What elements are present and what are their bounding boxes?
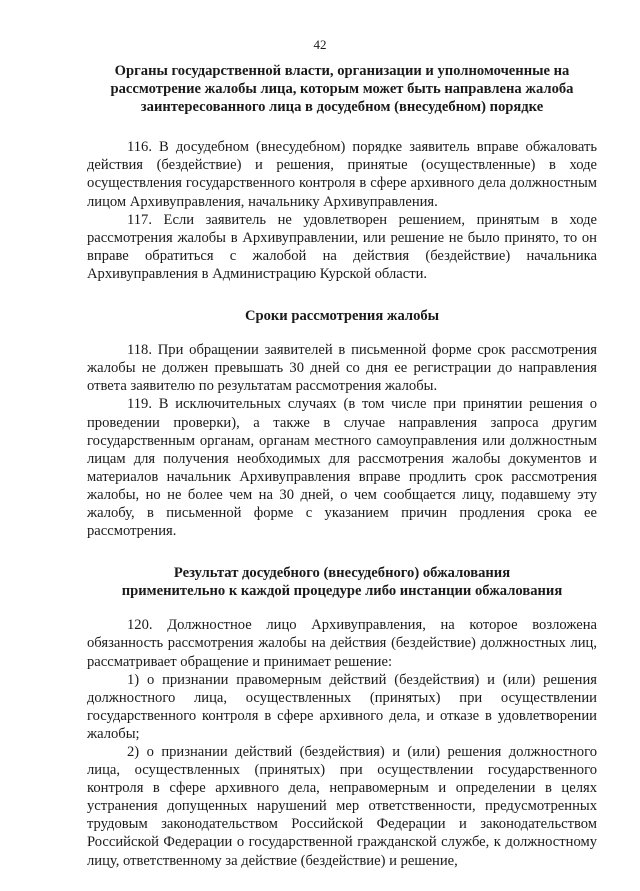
- paragraph-120-item-1: 1) о признании правомерным действий (бездействия) и (или) решения должностного лица, осуществленных (принятых) при осуществлении государственного контроля в сфере архивного дела, и отказе в удовлетворении жалобы;: [87, 671, 597, 742]
- heading-line: заинтересованного лица в досудебном (внесудебном) порядке: [140, 99, 544, 116]
- paragraph-120: 120. Должностное лицо Архивуправления, на которое возложена обязанность рассмотрения жалобы на действия (бездействие) должностных лиц, рассматривает обращение и принимает решение:: [87, 617, 597, 670]
- section-heading-appeal-result: [87, 564, 597, 600]
- heading-line: Сроки рассмотрения жалобы: [244, 308, 440, 325]
- heading-line: рассмотрение жалобы лица, которым может быть направлена жалоба: [110, 81, 574, 98]
- paragraph-118: 118. При обращении заявителей в письменной форме срок рассмотрения жалобы не должен превышать 30 дней со дня ее регистрации до направления ответа заявителю по результатам рассмотрения жалобы.: [87, 342, 597, 395]
- paragraph-116: 116. В досудебном (внесудебном) порядке заявитель вправе обжаловать действия (бездействие) и решения, принятые (осуществленные) в ходе осуществления государственного контроля в сфере архивного дела должностным лицом Архивуправления, начальнику Архивуправления.: [87, 139, 597, 210]
- heading-line: Результат досудебного (внесудебного) обжалования: [173, 565, 511, 582]
- page-content: [87, 62, 597, 870]
- heading-line: Органы государственной власти, организации и уполномоченные на: [114, 63, 570, 79]
- paragraph-120-item-2: 2) о признании действий (бездействия) и (или) решения должностного лица, осуществленных (принятых) при осуществлении государственного контроля в сфере архивного дела, неправомерным и определении в целях устранения допущенных нарушений мер ответственности, предусмотренных трудовым законодательством Российской Федерации и законодательством Российской Федерации о государственной гражданской службе, к должностному лицу, ответственному за действие (бездействие) и решение,: [87, 744, 597, 869]
- page-number: 42: [313, 37, 327, 52]
- heading-line: применительно к каждой процедуре либо инстанции обжалования: [121, 583, 563, 600]
- paragraph-117: 117. Если заявитель не удовлетворен решением, принятым в ходе рассмотрения жалобы в Архивуправлении, или решение не было принято, то он вправе обратиться с жалобой на действия (бездействие) начальника Архивуправления в Администрацию Курской области.: [87, 211, 597, 282]
- section-heading-review-terms: [87, 307, 597, 325]
- section-heading-appeal-bodies: [87, 62, 597, 116]
- paragraph-119: 119. В исключительных случаях (в том числе при принятии решения о проведении проверки), а также в случае направления запроса другим государственным органам, органам местного самоуправления или должностным лицам для получения необходимых для рассмотрения жалобы документов и материалов начальник Архивуправления вправе продлить срок рассмотрения жалобы, но не более чем на 30 дней, о чем сообщается лицу, подавшему эту жалобу, в письменной форме с указанием причин продления срока ее рассмотрения.: [87, 396, 597, 540]
